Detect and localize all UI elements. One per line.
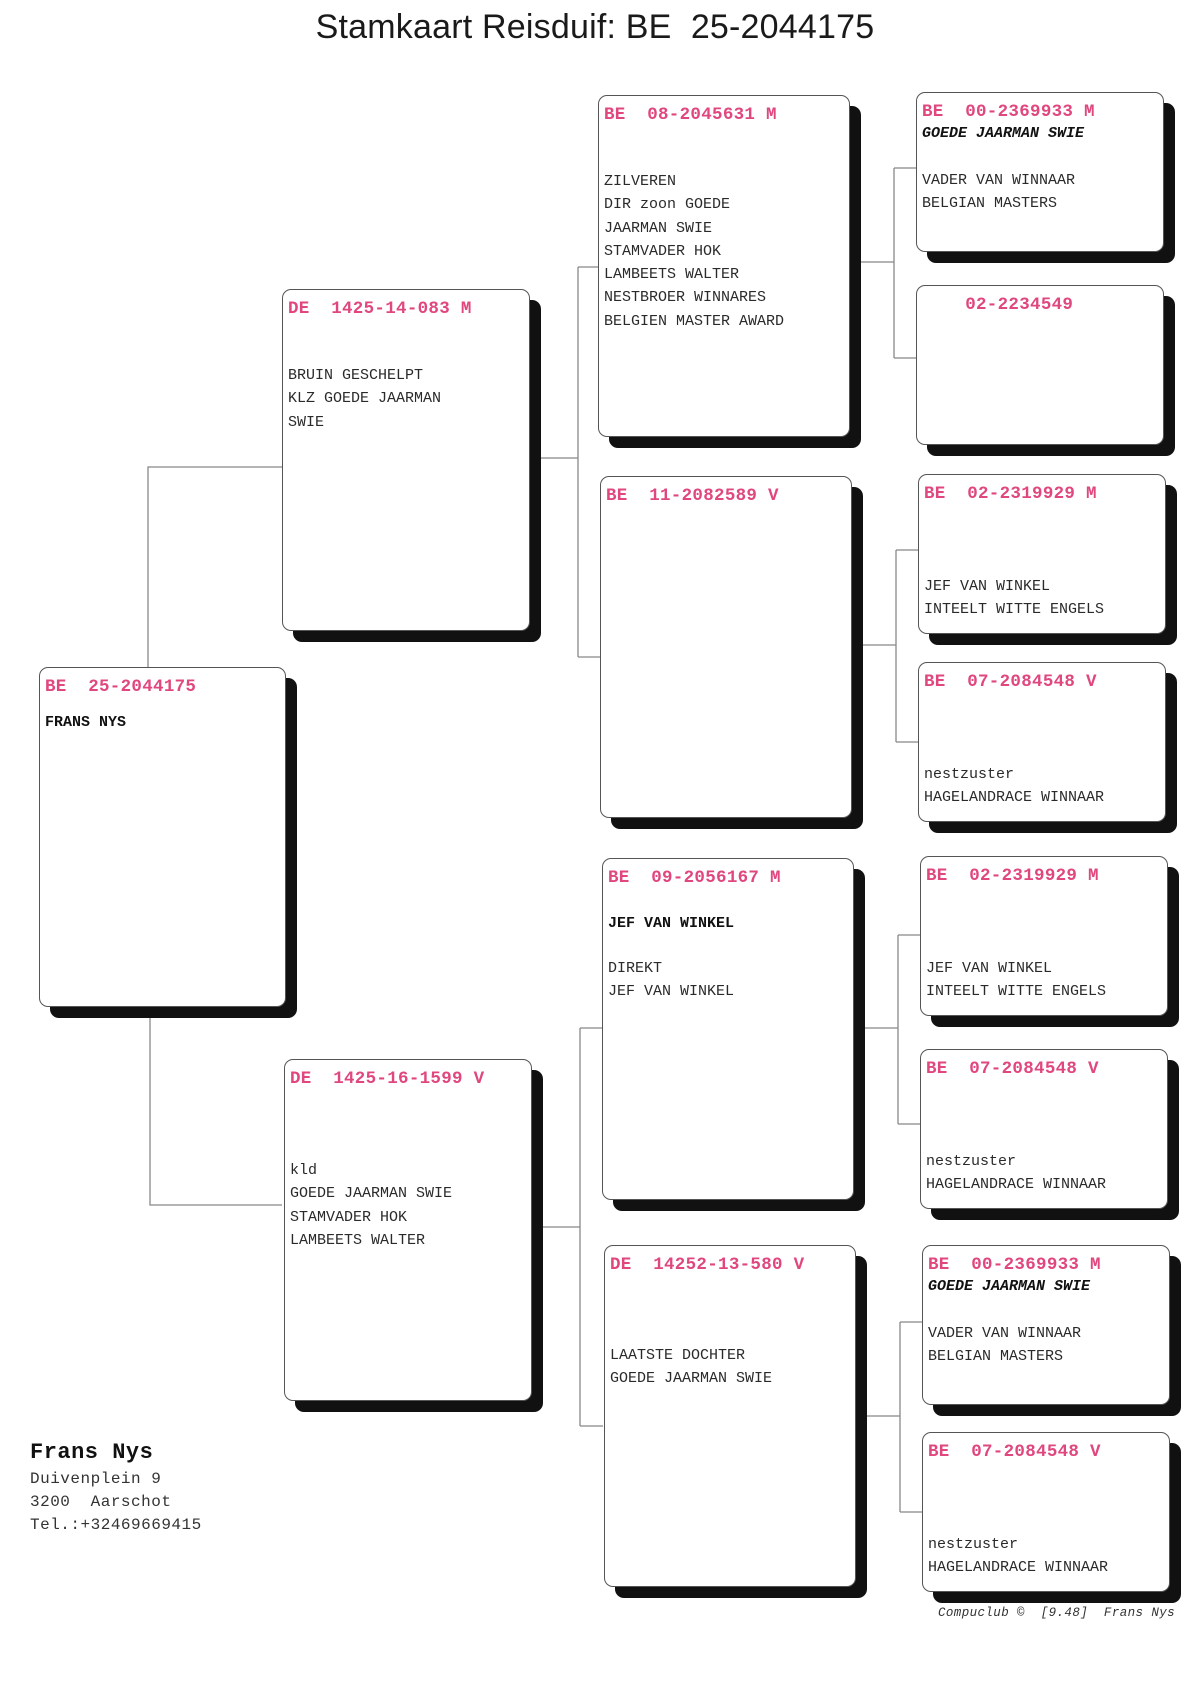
notes (924, 575, 1160, 622)
pigeon-name: FRANS NYS (45, 714, 127, 731)
note-line: HAGELANDRACE WINNAAR (926, 1176, 1107, 1194)
ring-number: BE 09-2056167 M (608, 868, 781, 888)
ring-number: BE 02-2319929 M (924, 484, 1097, 504)
owner-name: Frans Nys (30, 1440, 154, 1465)
note-line: LAMBEETS WALTER (604, 266, 740, 284)
note-line: HAGELANDRACE WINNAAR (924, 789, 1105, 807)
ring-number: DE 1425-16-1599 V (290, 1069, 485, 1089)
note-line: INTEELT WITTE ENGELS (924, 601, 1105, 619)
pedigree-card-sire (282, 289, 530, 631)
note-line: JEF VAN WINKEL (924, 578, 1051, 595)
note-line: JEF VAN WINKEL (608, 983, 735, 1001)
note-line: STAMVADER HOK (604, 242, 722, 260)
owner-phone: Tel.:+32469669415 (30, 1516, 202, 1534)
pedigree-card-sdd (918, 662, 1166, 822)
note-line: BELGIAN MASTERS (922, 195, 1058, 213)
note-line: nestzuster (924, 766, 1015, 783)
owner-city: 3200 Aarschot (30, 1493, 172, 1511)
pedigree-card-sd (600, 476, 852, 818)
pedigree-card-dsd (920, 1049, 1168, 1209)
pedigree-card-dds (922, 1245, 1170, 1405)
note-line: HAGELANDRACE WINNAAR (928, 1559, 1109, 1577)
note-line: SWIE (288, 413, 325, 431)
note-line: NESTBROER WINNARES (604, 289, 767, 307)
notes (928, 1322, 1164, 1369)
ring-number: BE 00-2369933 M (928, 1255, 1101, 1275)
pigeon-name: GOEDE JAARMAN SWIE (928, 1278, 1091, 1295)
pedigree-card-dss (920, 856, 1168, 1016)
ring-number: 02-2234549 (922, 295, 1074, 315)
notes (608, 957, 848, 1004)
ring-number: BE 11-2082589 V (606, 486, 779, 506)
note-line: BELGIEN MASTER AWARD (604, 312, 785, 330)
note-line: INTEELT WITTE ENGELS (926, 983, 1107, 1001)
ring-number: BE 02-2319929 M (926, 866, 1099, 886)
note-line: STAMVADER HOK (290, 1208, 408, 1226)
notes (928, 1533, 1164, 1580)
notes (290, 1159, 526, 1252)
ring-number: BE 07-2084548 V (924, 672, 1097, 692)
note-line: LAATSTE DOCHTER (610, 1347, 746, 1364)
note-line: GOEDE JAARMAN SWIE (610, 1370, 773, 1388)
note-line: nestzuster (928, 1536, 1019, 1553)
pedigree-card-ss (598, 95, 850, 437)
ring-number: BE 25-2044175 (45, 677, 197, 697)
owner-address-block (30, 1438, 202, 1537)
notes (288, 364, 524, 434)
notes (610, 1344, 850, 1391)
notes (604, 170, 844, 333)
ring-number: DE 14252-13-580 V (610, 1255, 805, 1275)
note-line: ZILVEREN (604, 173, 677, 190)
note-line: BRUIN GESCHELPT (288, 367, 424, 384)
pedigree-card-sds (918, 474, 1166, 634)
note-line: DIREKT (608, 960, 663, 977)
pigeon-name: GOEDE JAARMAN SWIE (922, 125, 1085, 142)
note-line: LAMBEETS WALTER (290, 1231, 426, 1249)
ring-number: BE 07-2084548 V (926, 1059, 1099, 1079)
note-line: JAARMAN SWIE (604, 219, 713, 237)
pedigree-card-dd (604, 1245, 856, 1587)
footer-credit: Compuclub © [9.48] Frans Nys (938, 1606, 1176, 1620)
pedigree-card-ds (602, 858, 854, 1200)
note-line: KLZ GOEDE JAARMAN (288, 390, 442, 408)
notes (926, 1150, 1162, 1197)
note-line: VADER VAN WINNAAR (922, 172, 1076, 189)
pedigree-card-subject (39, 667, 286, 1007)
pigeon-name: JEF VAN WINKEL (608, 915, 735, 932)
pedigree-card-ssd (916, 285, 1164, 445)
notes (924, 763, 1160, 810)
pedigree-card-ddd (922, 1432, 1170, 1592)
note-line: BELGIAN MASTERS (928, 1348, 1064, 1366)
note-line: nestzuster (926, 1153, 1017, 1170)
note-line: DIR zoon GOEDE (604, 196, 731, 214)
note-line: GOEDE JAARMAN SWIE (290, 1185, 453, 1203)
ring-number: BE 08-2045631 M (604, 105, 777, 125)
note-line: kld (290, 1162, 318, 1179)
ring-number: BE 00-2369933 M (922, 102, 1095, 122)
owner-street: Duivenplein 9 (30, 1470, 162, 1488)
notes (926, 957, 1162, 1004)
note-line: JEF VAN WINKEL (926, 960, 1053, 977)
pedigree-card-dam (284, 1059, 532, 1401)
note-line: VADER VAN WINNAAR (928, 1325, 1082, 1342)
page-title: Stamkaart Reisduif: BE 25-2044175 (315, 8, 875, 46)
notes (922, 169, 1158, 216)
ring-number: DE 1425-14-083 M (288, 299, 472, 319)
ring-number: BE 07-2084548 V (928, 1442, 1101, 1462)
pedigree-card-sss (916, 92, 1164, 252)
